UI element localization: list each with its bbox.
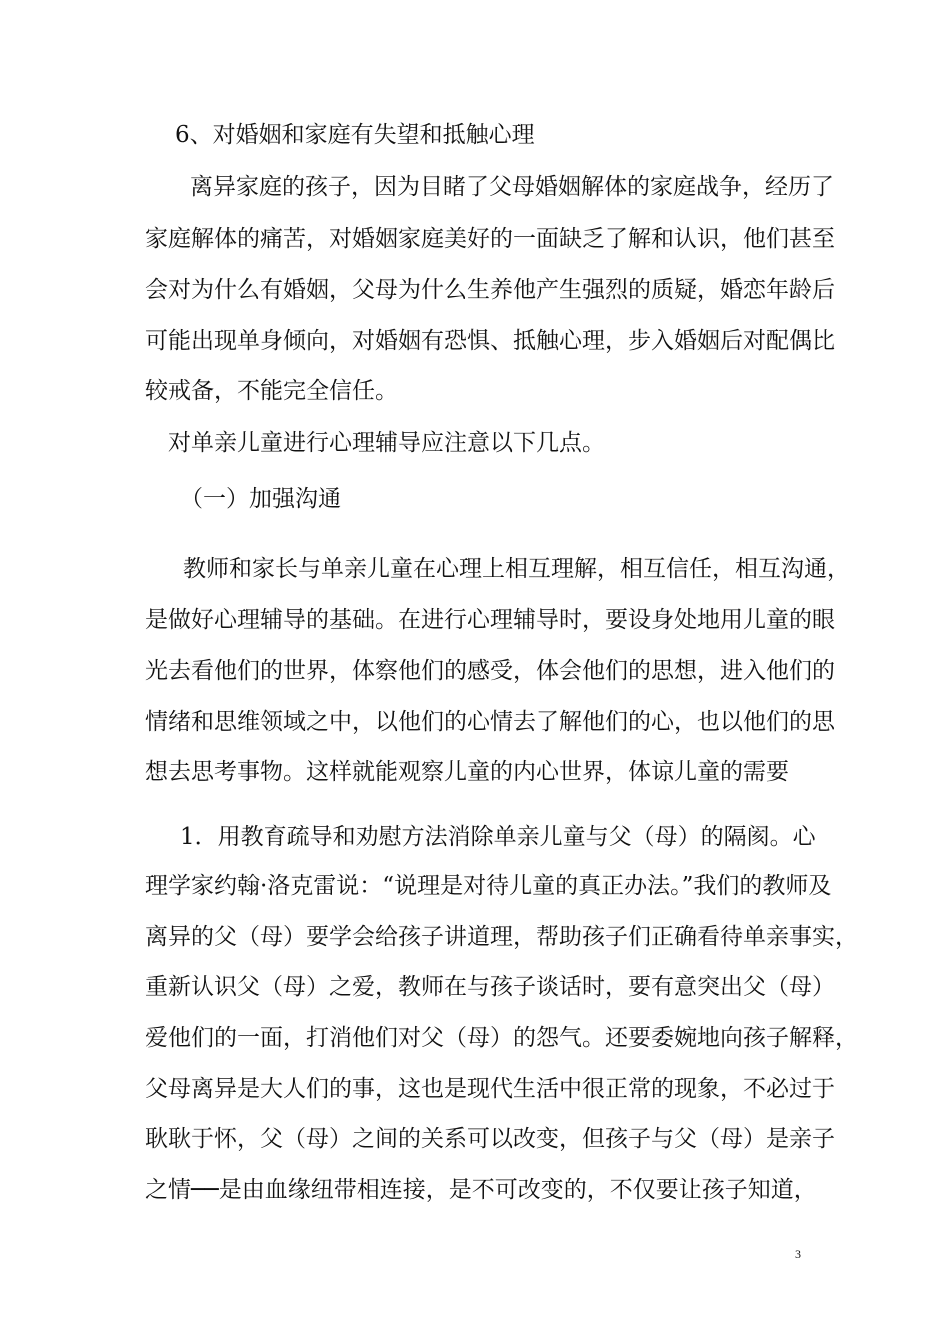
paragraph-line: 光去看他们的世界，体察他们的感受，体会他们的思想，进入他们的 bbox=[145, 658, 835, 684]
paragraph-line: 情绪和思维领域之中，以他们的心情去了解他们的心，也以他们的思 bbox=[145, 709, 835, 735]
paragraph-line: 教师和家长与单亲儿童在心理上相互理解，相互信任，相互沟通， bbox=[183, 556, 850, 582]
paragraph-line: 离异家庭的孩子，因为目睹了父母婚姻解体的家庭战争，经历了 bbox=[190, 174, 834, 200]
paragraph-line: 重新认识父（母）之爱，教师在与孩子谈话时，要有意突出父（母） bbox=[145, 974, 835, 1000]
paragraph-line: 家庭解体的痛苦，对婚姻家庭美好的一面缺乏了解和认识，他们甚至 bbox=[145, 226, 835, 252]
paragraph-line: 会对为什么有婚姻，父母为什么生养他产生强烈的质疑，婚恋年龄后 bbox=[145, 277, 835, 303]
section-heading: 6、对婚姻和家庭有失望和抵触心理 bbox=[175, 122, 535, 148]
paragraph-line: 理学家约翰·洛克雷说：“说理是对待儿童的真正办法。”我们的教师及 bbox=[145, 873, 832, 899]
page-number: 3 bbox=[795, 1247, 801, 1261]
paragraph-line: 可能出现单身倾向，对婚姻有恐惧、抵触心理，步入婚姻后对配偶比 bbox=[145, 328, 835, 354]
intro-line: 对单亲儿童进行心理辅导应注意以下几点。 bbox=[168, 430, 605, 456]
paragraph-line: 离异的父（母）要学会给孩子讲道理，帮助孩子们正确看待单亲事实， bbox=[145, 924, 858, 950]
paragraph-line: 耿耿于怀，父（母）之间的关系可以改变，但孩子与父（母）是亲子 bbox=[145, 1126, 835, 1152]
paragraph-line: 较戒备，不能完全信任。 bbox=[145, 378, 398, 404]
paragraph-line: 是做好心理辅导的基础。在进行心理辅导时，要设身处地用儿童的眼 bbox=[145, 607, 835, 633]
paragraph-line: 爱他们的一面，打消他们对父（母）的怨气。还要委婉地向孩子解释， bbox=[145, 1025, 858, 1051]
subheading: （一）加强沟通 bbox=[180, 486, 341, 512]
paragraph-line: 父母离异是大人们的事，这也是现代生活中很正常的现象，不必过于 bbox=[145, 1076, 835, 1102]
paragraph-line: 之情──是由血缘纽带相连接，是不可改变的，不仅要让孩子知道， bbox=[145, 1177, 817, 1203]
paragraph-line: 想去思考事物。这样就能观察儿童的内心世界，体谅儿童的需要 bbox=[145, 759, 789, 785]
paragraph-line: 1．用教育疏导和劝慰方法消除单亲儿童与父（母）的隔阂。心 bbox=[180, 824, 816, 850]
